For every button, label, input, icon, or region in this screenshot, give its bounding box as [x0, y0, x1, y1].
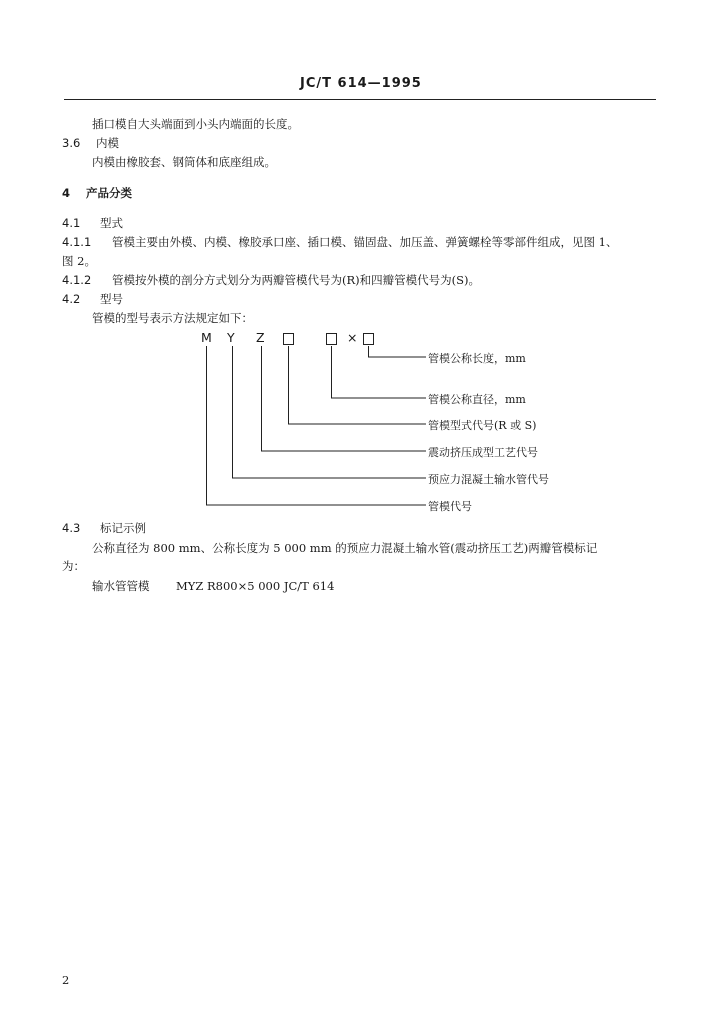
code-times: ×: [347, 330, 358, 345]
page-header: JC/T 614—1995: [300, 76, 422, 91]
paragraph: 管模的型号表示方法规定如下：: [92, 311, 253, 325]
paragraph: 图 2。: [62, 254, 96, 268]
code-label-length: 管模公称长度，mm: [428, 352, 526, 365]
code-label-pipe: 预应力混凝土输水管代号: [428, 473, 549, 486]
code-label-process: 震动挤压成型工艺代号: [428, 446, 538, 459]
code-label-mold: 管模代号: [428, 500, 472, 513]
section-number: 4.2: [62, 292, 81, 306]
section-number: 4.1.2: [62, 273, 92, 287]
code-letter-z: Z: [256, 330, 265, 345]
section-number: 4.3: [62, 521, 81, 535]
example-code: MYZ R800×5 000 JC/T 614: [176, 579, 335, 593]
code-label-diameter: 管模公称直径，mm: [428, 393, 526, 406]
page-number: 2: [62, 973, 70, 987]
paragraph: 内模由橡胶套、钢筒体和底座组成。: [92, 155, 276, 169]
section-title: 标记示例: [100, 521, 146, 535]
section-number: 4.1: [62, 216, 81, 230]
paragraph: 管模按外模的剖分方式划分为两瓣管模代号为(R)和四瓣管模代号为(S)。: [112, 273, 480, 287]
section-title: 产品分类: [86, 186, 132, 200]
section-title: 型式: [100, 216, 123, 230]
code-label-type: 管模型式代号(R 或 S): [428, 419, 537, 432]
code-letter-m: M: [201, 330, 212, 345]
paragraph: 公称直径为 800 mm、公称长度为 5 000 mm 的预应力混凝土输水管(震动挤压工艺)两瓣管模标记: [92, 541, 598, 555]
paragraph: 管模主要由外模、内模、橡胶承口座、插口模、锚固盘、加压盖、弹簧螺栓等零部件组成，见图 1、: [112, 235, 618, 249]
example-label: 输水管管模: [92, 579, 150, 593]
code-letter-y: Y: [227, 330, 235, 345]
section-number: 3.6: [62, 136, 81, 150]
paragraph: 插口模自大头端面到小头内端面的长度。: [92, 117, 299, 131]
section-title: 内模: [96, 136, 119, 150]
section-number: 4.1.1: [62, 235, 92, 249]
section-title: 型号: [100, 292, 123, 306]
section-number: 4: [62, 186, 71, 200]
paragraph: 为：: [62, 559, 85, 573]
